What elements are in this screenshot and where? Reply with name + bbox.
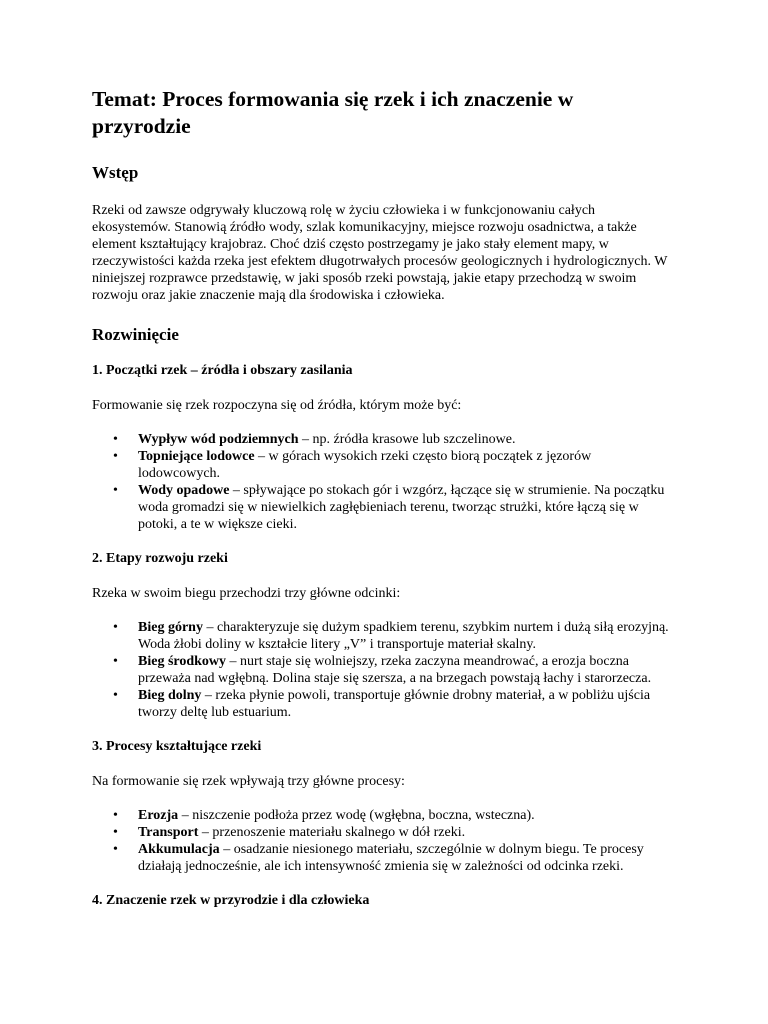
section-stages	[92, 550, 676, 721]
list-item-term: Bieg dolny	[138, 688, 202, 703]
bullet-icon: •	[113, 825, 118, 840]
intro-heading: Wstęp	[92, 163, 139, 182]
section-lead: Rzeka w swoim biegu przechodzi trzy główne odcinki:	[92, 586, 401, 601]
list-item	[113, 619, 676, 653]
body-heading: Rozwinięcie	[92, 325, 179, 344]
list-item	[113, 431, 676, 448]
list-item-text: – przenoszenie materiału skalnego w dół rzeki.	[198, 825, 466, 840]
list-item-term: Erozja	[138, 808, 179, 823]
list-item	[113, 482, 676, 533]
bullet-icon: •	[113, 842, 118, 857]
list-item-text: – nurt staje się wolniejszy, rzeka zaczyna meandrować, a erozja boczna przeważa nad wgłębną. Dolina staje się szersza, a na brzegach powstają łachy i starorzecza.	[138, 654, 652, 686]
list-item	[113, 841, 676, 875]
section-heading: 3. Procesy kształtujące rzeki	[92, 739, 262, 754]
list-item	[113, 687, 676, 721]
list-item-term: Bieg górny	[138, 620, 203, 635]
list-item-term: Topniejące lodowce	[138, 449, 255, 464]
list-item-text: – w górach wysokich rzeki często biorą początek z jęzorów lodowcowych.	[138, 449, 592, 481]
list-item-text: – charakteryzuje się dużym spadkiem terenu, szybkim nurtem i dużą siłą erozyjną. Woda żłobi doliny w kształcie litery „V” i transportuje materiał skalny.	[138, 620, 669, 652]
list-item	[113, 807, 676, 824]
list-item	[113, 653, 676, 687]
section-heading: 4. Znaczenie rzek w przyrodzie i dla człowieka	[92, 893, 370, 908]
list-item	[113, 824, 676, 841]
bullet-list	[92, 619, 676, 721]
list-item-text: – rzeka płynie powoli, transportuje głównie drobny materiał, a w pobliżu ujścia tworzy deltę lub estuarium.	[138, 688, 651, 720]
section-processes	[92, 738, 676, 875]
intro-paragraph: Rzeki od zawsze odgrywały kluczową rolę w życiu człowieka i w funkcjonowaniu całych ekosystemów. Stanowią źródło wody, szlak komunikacyjny, miejsce rozwoju osadnictwa, a także element kształtujący krajobraz. Choć dziś często postrzegamy je jako stały element mapy, w rzeczywistości każda rzeka jest efektem długotrwałych procesów geologicznych i hydrologicznych. W niniejszej rozprawce przedstawię, w jaki sposób rzeki powstają, jakie etapy przechodzą w swoim rozwoju oraz jakie znaczenie mają dla środowiska i człowieka.	[92, 203, 668, 303]
section-heading: 2. Etapy rozwoju rzeki	[92, 551, 228, 566]
bullet-list	[92, 807, 676, 875]
document-title: Temat: Proces formowania się rzek i ich znaczenie w przyrodzie	[92, 87, 574, 138]
bullet-icon: •	[113, 449, 118, 464]
bullet-list	[92, 431, 676, 533]
section-sources	[92, 362, 676, 533]
list-item-text: – spływające po stokach gór i wzgórz, łączące się w strumienie. Na początku woda gromadzi się w niewielkich zagłębieniach terenu, tworząc strużki, które łączą się w potoki, a te w większe cieki.	[138, 483, 665, 532]
bullet-icon: •	[113, 432, 118, 447]
list-item-term: Wody opadowe	[138, 483, 230, 498]
bullet-icon: •	[113, 620, 118, 635]
bullet-icon: •	[113, 483, 118, 498]
list-item-term: Wypływ wód podziemnych	[138, 432, 299, 447]
bullet-icon: •	[113, 808, 118, 823]
body-section	[92, 324, 676, 910]
section-lead: Formowanie się rzek rozpoczyna się od źródła, którym może być:	[92, 398, 462, 413]
section-heading: 1. Początki rzek – źródła i obszary zasilania	[92, 363, 353, 378]
list-item-text: – niszczenie podłoża przez wodę (wgłębna, boczna, wsteczna).	[178, 808, 535, 823]
section-lead: Na formowanie się rzek wpływają trzy główne procesy:	[92, 774, 405, 789]
list-item	[113, 448, 676, 482]
bullet-icon: •	[113, 654, 118, 669]
intro-section	[92, 162, 676, 304]
section-significance	[92, 892, 676, 910]
list-item-text: – osadzanie niesionego materiału, szczególnie w dolnym biegu. Te procesy działają jednocześnie, ale ich intensywność zmienia się w zależności od odcinka rzeki.	[138, 842, 644, 874]
list-item-term: Akkumulacja	[138, 842, 220, 857]
bullet-icon: •	[113, 688, 118, 703]
list-item-term: Bieg środkowy	[138, 654, 227, 669]
list-item-text: – np. źródła krasowe lub szczelinowe.	[298, 432, 516, 447]
list-item-term: Transport	[138, 825, 199, 840]
